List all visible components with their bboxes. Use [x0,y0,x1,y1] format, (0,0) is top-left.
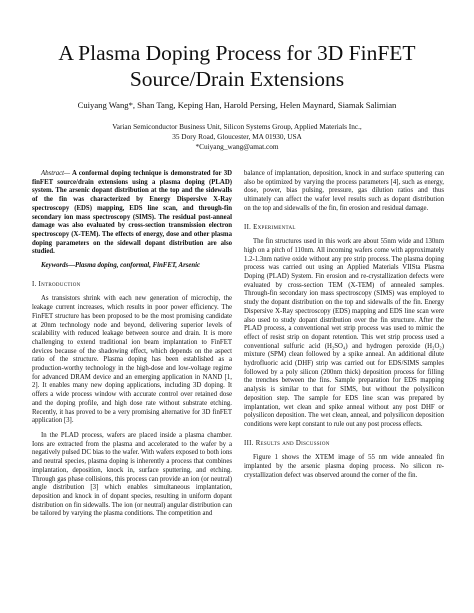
affiliation-line-2: 35 Dory Road, Gloucester, MA 01930, USA [172,132,302,141]
experimental-paragraph: The fin structures used in this work are about 55nm wide and 130nm high on a pitch of 110nm. All incoming wafers come with approximately 1.2-1.3nm native oxide without any pre strip process. The plasma doping process was carried out using an Applied Materials VIISta Plasma Doping (PLAD) System. Fin erosion and re-crystallization defects were evaluated by cross-section TEM (X-TEM) of annealed samples. Through-fin secondary ion mass spectroscopy (SIMS) was employed to study the dopant distribution on the top and sidewalls of the fin. Energy Dispersive X-Ray spectroscopy (EDS) mapping and EDS line scan were also used to study dopant distribution over the fin structure. After the PLAD process, a conventional wet strip process was used to mimic the effect of resist strip on dopant retention. This wet strip process used a conventional sulfuric acid (H₂SO₄) and hydrogen peroxide (H₂O₂) mixture (SPM) clean followed by a spike anneal. An additional dilute hydrofluoric acid (DHF) strip was carried out for EDS/SIMS samples followed by a poly silicon (200nm thick) deposition process for filling the trenches between the fins. Sample preparation for EDS mapping analysis is similar to that for SIMS, but without the polysilicon deposition step. The sample for EDS line scan was prepared by implantation, wet clean and spike anneal without any post DHF or polysilicon deposition. The wet clean, anneal, and polysilicon deposition conditions were kept constant to rule out any post process effects. [244,238,444,428]
section-heading-results: III. Results and Discussion [244,439,330,447]
results-paragraph-1: Figure 1 shows the XTEM image of 55 nm wide annealed fin implanted by the arsenic plasma doping process. No silicon re-crystallization defect was observed around the corner of the fin. [244,454,444,479]
affiliation-email: *Cuiyang_wang@amat.com [195,142,279,151]
abstract-lead: Abstract— [41,170,71,177]
author-list: Cuiyang Wang*, Shan Tang, Keping Han, Harold Persing, Helen Maynard, Siamak Salimian [77,100,397,110]
section-heading-experimental: II. Experimental [244,223,296,231]
keywords: Keywords—Plasma doping, conformal, FinFET, Arsenic [41,262,201,270]
section-heading-introduction: I. Introduction [32,280,81,288]
continued-paragraph: balance of implantation, deposition, knock in and surface sputtering can also be optimized by varying the process parameters [4], such as energy, dose, power, bias pulsing, pressure, gas dilution ratios and thus ultimately can affect the wafer level results such as dopant distribution on the top and sidewalls of the fin, fin erosion and residual damage. [244,170,444,212]
right-column [244,170,444,481]
abstract [32,170,232,257]
intro-paragraph-1: As transistors shrink with each new generation of microchip, the leakage current increases, which results in poor power efficiency. The FinFET structure has been proposed to be the most promising candidate at 20nm technology node and beyond, delivering superior levels of scalability with reduced leakage between source and drain. It is more challenging to extend traditional ion beam implantation to FinFET devices because of the shadowing effect, which depends on the aspect ratio of the structure. Plasma doping has been established as a production-worthy technology in the high-dose and low-voltage regime for advanced DRAM device and an emerging application in NAND [1, 2]. It enables many new doping applications, including 3D doping. It offers a wide process window with accurate control over retained dose and the doping profile, and high dose rate without substrate etching. Recently, it has proved to be a very promising alternative for 3D finFET application [3]. [32,295,232,425]
affiliation [0,122,474,152]
title-line-2: Source/Drain Extensions [129,67,345,91]
title-line-1: A Plasma Doping Process for 3D FinFET [58,41,416,65]
left-column [32,170,232,519]
affiliation-line-1: Varian Semiconductor Business Unit, Silicon Systems Group, Applied Materials Inc., [112,122,362,131]
intro-paragraph-2: In the PLAD process, wafers are placed inside a plasma chamber. Ions are extracted from the plasma and accelerated to the wafer by a negatively pulsed DC bias to the wafer. With wafers exposed to both ions and neutral species, plasma doping is inherently a process that combines implantation, deposition, knock in, surface sputtering, and etching. Through gas phase collisions, this process can provide an ion (or neutral) angle distribution [3] which enables simultaneous implantation, deposition and knock in of dopant species, resulting in uniform dopant distribution on fin sidewalls. The ion (or neutral) angular distribution can be tailored by varying the plasma conditions. The competition and [32,431,232,518]
abstract-text: A conformal doping technique is demonstrated for 3D finFET source/drain extensions using a plasma doping (PLAD) system. The arsenic dopant distribution at the top and the sidewalls of the fin was characterized by Energy Dispersive X-Ray spectroscopy (EDS) mapping, EDS line scan, and through-fin secondary ion mass spectroscopy (SIMS). The residual post-anneal damage was also evaluated by cross-section transmission electron spectroscopy (X-TEM). The effects of energy, dose and other plasma doping parameters on the sidewall dopant distribution are also studied. [32,170,232,256]
paper-title [0,40,474,92]
